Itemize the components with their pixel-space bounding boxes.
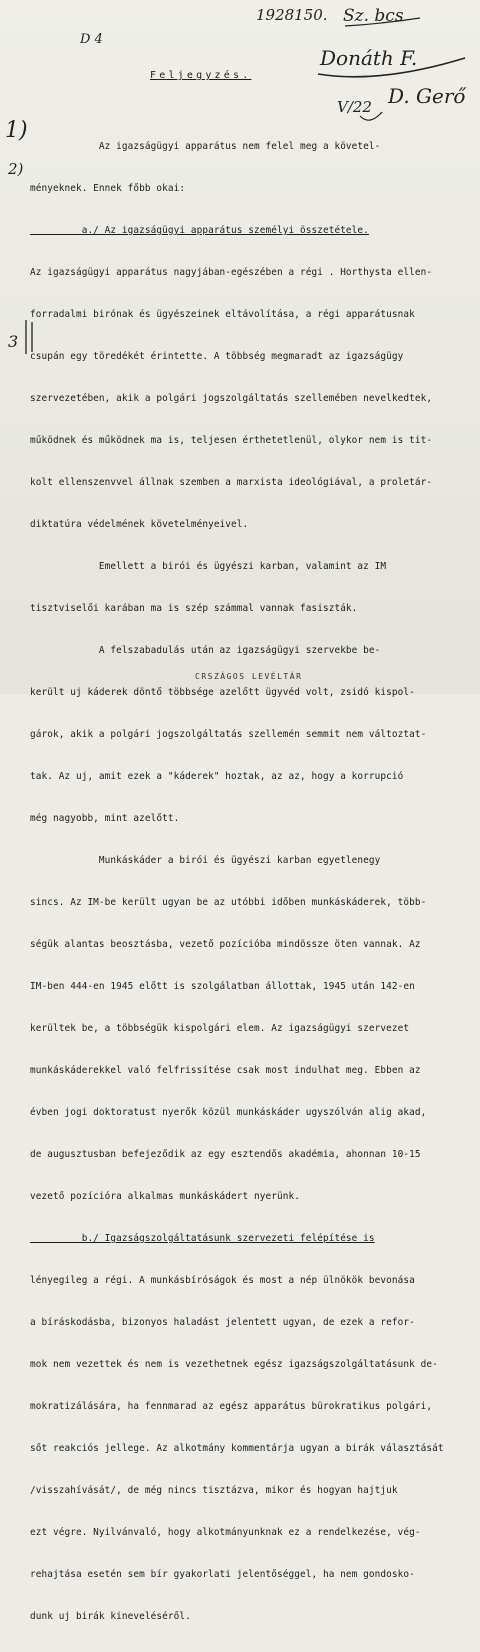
- handwritten-note-date: V/22: [337, 98, 372, 116]
- body-line: szervezetében, akik a polgári jogszolgáltatás szellemében nevelkedtek,: [30, 393, 433, 404]
- body-line: ményeknek. Ennek főbb okai:: [30, 183, 186, 194]
- body-line: A felszabadulás után az igazságügyi szervekbe be-: [30, 645, 381, 656]
- corner-mark: D 4: [80, 32, 103, 47]
- section-heading-b: b./ Igazságszolgáltatásunk szervezeti felépítése is: [30, 1233, 375, 1244]
- body-line: de augusztusban befejeződik az egy esztendős akadémia, ahonnan 10-15: [30, 1149, 421, 1160]
- document-body: [30, 112, 450, 1652]
- body-line: IM-ben 444-en 1945 előtt is szolgálatban állottak, 1945 után 142-en: [30, 981, 415, 992]
- body-line: sőt reakciós jellege. Az alkotmány kommentárja ugyan a birák választását: [30, 1443, 444, 1454]
- body-line: csupán egy töredékét érintette. A többség megmaradt az igazságügy: [30, 351, 404, 362]
- margin-mark-3: 3: [8, 332, 19, 351]
- body-line: tak. Az uj, amit ezek a "káderek" hoztak, az az, hogy a korrupció: [30, 771, 404, 782]
- body-line: dunk uj birák kineveléséről.: [30, 1611, 191, 1622]
- body-line: mokratizálására, ha fennmarad az egész apparátus bürokratikus polgári,: [30, 1401, 433, 1412]
- body-line: Munkáskáder a birói és ügyészi karban egyetlenegy: [30, 855, 381, 866]
- body-line: még nagyobb, mint azelőtt.: [30, 813, 180, 824]
- body-line: diktatúra védelmének követelményeivel.: [30, 519, 249, 530]
- body-line: sincs. Az IM-be került ugyan be az utóbbi időben munkáskáderek, több-: [30, 897, 427, 908]
- body-line: /visszahívását/, de még nincs tisztázva, mikor és hogyan hajtjuk: [30, 1485, 398, 1496]
- body-line: évben jogi doktoratust nyerők közül munkáskáder ugyszólván alig akad,: [30, 1107, 427, 1118]
- archive-stamp: CRSZÁGOS LEVÉLTÁR: [195, 672, 303, 681]
- margin-mark-1: 1): [5, 118, 28, 143]
- body-line: kerültek be, a többségük kispolgári elem. Az igazságügyi szervezet: [30, 1023, 410, 1034]
- body-line: gárok, akik a polgári jogszolgáltatás szellemén semmit nem változtat-: [30, 729, 427, 740]
- body-line: működnek és működnek ma is, teljesen érthetetlenül, olykor nem is tit-: [30, 435, 433, 446]
- body-line: vezető pozícióra alkalmas munkáskádert nyerünk.: [30, 1191, 300, 1202]
- body-line: ségük alantas beosztásba, vezető pozícióba mindössze öten vannak. Az: [30, 939, 421, 950]
- section-heading-a: a./ Az igazságügyi apparátus személyi összetétele.: [30, 225, 369, 236]
- body-line: Az igazságügyi apparátus nagyjában-egészében a régi . Horthysta ellen-: [30, 267, 433, 278]
- body-line: Emellett a birói és ügyészi karban, valamint az IM: [30, 561, 387, 572]
- body-line: rehajtása esetén sem bír gyakorlati jelentőséggel, ha nem gondosko-: [30, 1569, 415, 1580]
- body-line: mok nem vezettek és nem is vezethetnek egész igazságszolgáltatásunk de-: [30, 1359, 438, 1370]
- body-line: munkáskáderekkel való felfrissítése csak most indulhat meg. Ebben az: [30, 1065, 421, 1076]
- handwritten-note-donath: Donáth F.: [320, 46, 418, 70]
- reference-number: 1928150.: [256, 6, 328, 24]
- body-line: ezt végre. Nyilvánvaló, hogy alkotmányunknak ez a rendelkezése, vég-: [30, 1527, 421, 1538]
- body-line: kolt ellenszenvvel állnak szemben a marxista ideológiával, a proletár-: [30, 477, 433, 488]
- body-line: lényegileg a régi. A munkásbíróságok és most a nép ülnökök bevonása: [30, 1275, 415, 1286]
- body-line: Az igazságügyi apparátus nem felel meg a követel-: [30, 141, 381, 152]
- body-line: a bíráskodásba, bizonyos haladást jelentett ugyan, de ezek a refor-: [30, 1317, 415, 1328]
- body-line: forradalmi birónak és ügyészeinek eltávolítása, a régi apparátusnak: [30, 309, 415, 320]
- handwritten-note-signature: D. Gerő: [388, 84, 466, 108]
- handwritten-note-top: Sz. bcs: [343, 6, 404, 26]
- margin-mark-2: 2): [8, 160, 24, 178]
- body-line: tisztviselői karában ma is szép számmal vannak fasiszták.: [30, 603, 358, 614]
- document-title: Feljegyzés.: [150, 70, 252, 81]
- body-line: került uj káderek döntő többsége azelőtt ügyvéd volt, zsidó kispol-: [30, 687, 415, 698]
